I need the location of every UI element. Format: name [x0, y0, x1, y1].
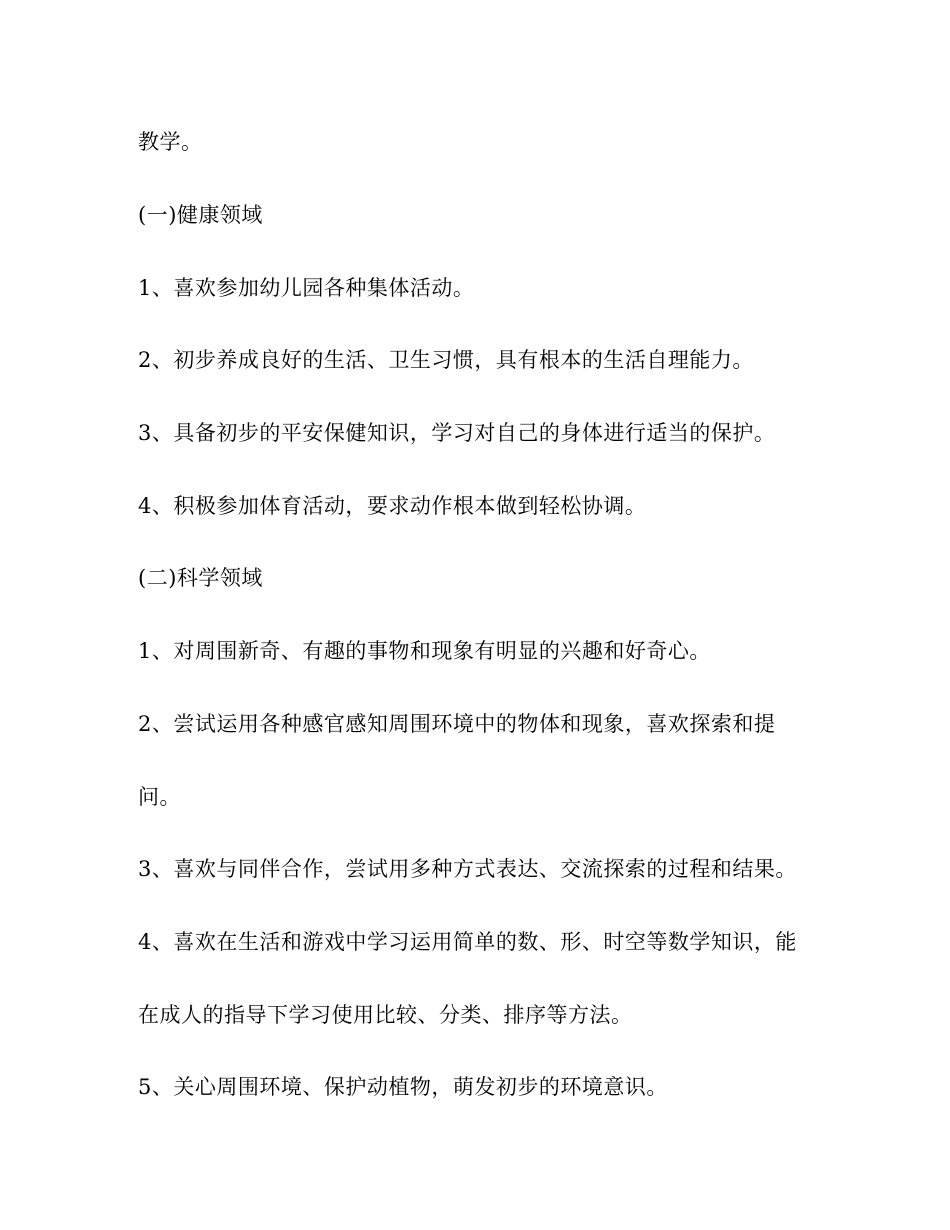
list-item: 1、对周围新奇、有趣的事物和现象有明显的兴趣和好奇心。 [138, 639, 711, 663]
list-item: 4、喜欢在生活和游戏中学习运用简单的数、形、时空等数学知识，能 [138, 930, 797, 954]
list-item: 3、喜欢与同伴合作，尝试用多种方式表达、交流探索的过程和结果。 [138, 857, 797, 881]
list-item: 1、喜欢参加幼儿园各种集体活动。 [138, 276, 475, 300]
list-item-continuation: 问。 [138, 785, 181, 809]
list-item: 2、初步养成良好的生活、卫生习惯，具有根本的生活自理能力。 [138, 348, 754, 372]
list-item: 2、尝试运用各种感官感知周围环境中的物体和现象，喜欢探索和提 [138, 712, 776, 736]
section-heading-health: (一)健康领域 [138, 203, 263, 227]
section-heading-science: (二)科学领域 [138, 566, 263, 590]
list-item-continuation: 在成人的指导下学习使用比较、分类、排序等方法。 [138, 1003, 633, 1027]
text-line: 教学。 [138, 130, 203, 154]
list-item: 4、积极参加体育活动，要求动作根本做到轻松协调。 [138, 494, 647, 518]
list-item: 5、关心周围环境、保护动植物，萌发初步的环境意识。 [138, 1075, 668, 1099]
list-item: 3、具备初步的平安保健知识，学习对自己的身体进行适当的保护。 [138, 421, 776, 445]
